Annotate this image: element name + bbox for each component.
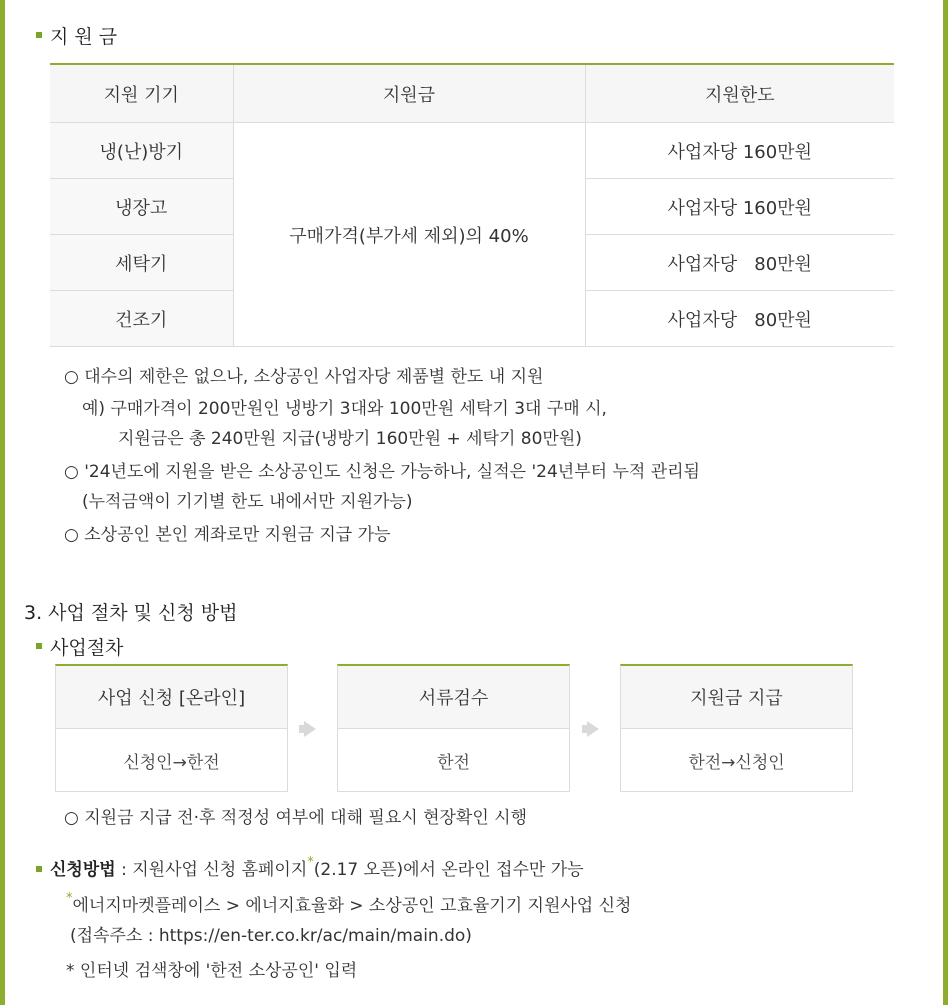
note-example-line2: 지원금은 총 240만원 지급(냉방기 160만원 + 세탁기 80만원) — [118, 429, 582, 449]
arrow-right-icon — [587, 721, 599, 737]
table-row — [50, 123, 894, 179]
process-step-apply — [55, 664, 288, 792]
process-step-payment — [620, 664, 853, 792]
process-step-actor: 한전→신청인 — [688, 753, 785, 773]
table-cell-limit: 사업자당 160만원 — [585, 123, 894, 179]
table-cell-subsidy: 구매가격(부가세 제외)의 40% — [233, 123, 585, 347]
support-table — [50, 63, 894, 347]
table-cell-limit: 사업자당 80만원 — [585, 291, 894, 347]
apply-path-text: 에너지마켓플레이스 > 에너지효율화 > 소상공인 고효율기기 지원사업 신청 — [72, 896, 632, 916]
apply-method-text-a: : 지원사업 신청 홈페이지 — [115, 860, 308, 880]
bullet-marker — [36, 643, 42, 649]
table-cell-device: 냉장고 — [50, 179, 233, 235]
procedure-title: 사업절차 — [50, 637, 124, 659]
note-quantity-limit: ○ 대수의 제한은 없으나, 소상공인 사업자당 제품별 한도 내 지원 — [64, 367, 544, 387]
bullet-marker — [36, 32, 42, 38]
table-cell-device: 냉(난)방기 — [50, 123, 233, 179]
apply-method-line — [50, 855, 584, 880]
note-site-inspection: ○ 지원금 지급 전·후 적정성 여부에 대해 필요시 현장확인 시행 — [64, 808, 527, 828]
process-step-actor: 한전 — [437, 753, 470, 773]
apply-method-label: 신청방법 — [50, 860, 116, 880]
bullet-marker — [36, 866, 42, 872]
table-header-limit: 지원한도 — [585, 64, 894, 123]
note-example-line1: 예) 구매가격이 200만원인 냉방기 3대와 100만원 세탁기 3대 구매 시, — [82, 399, 607, 419]
apply-path-line — [66, 891, 631, 916]
note-account-only: ○ 소상공인 본인 계좌로만 지원금 지급 가능 — [64, 525, 391, 545]
section-support-title: 지 원 금 — [50, 26, 118, 48]
table-cell-limit: 사업자당 160만원 — [585, 179, 894, 235]
asterisk-mark: * — [66, 891, 73, 906]
table-cell-device: 세탁기 — [50, 235, 233, 291]
process-step-actor: 신청인→한전 — [123, 753, 220, 773]
table-header-device: 지원 기기 — [50, 64, 233, 123]
table-header-subsidy: 지원금 — [233, 64, 585, 123]
table-header-row — [50, 64, 894, 123]
note-prior-year: ○ '24년도에 지원을 받은 소상공인도 신청은 가능하나, 실적은 '24년부터 누적 관리됨 — [64, 462, 700, 482]
search-tip: * 인터넷 검색창에 '한전 소상공인' 입력 — [66, 961, 358, 981]
process-step-title: 서류검수 — [338, 666, 569, 729]
arrow-right-icon — [304, 721, 316, 737]
asterisk-mark: * — [307, 855, 314, 870]
process-step-title: 사업 신청 [온라인] — [56, 666, 287, 729]
process-step-review — [337, 664, 570, 792]
apply-url-line: (접속주소 : https://en-ter.co.kr/ac/main/main.do) — [70, 926, 472, 946]
note-prior-year-sub: (누적금액이 기기별 한도 내에서만 지원가능) — [82, 492, 413, 512]
section3-title: 3. 사업 절차 및 신청 방법 — [24, 602, 238, 624]
table-cell-limit: 사업자당 80만원 — [585, 235, 894, 291]
table-cell-device: 건조기 — [50, 291, 233, 347]
process-step-title: 지원금 지급 — [621, 666, 852, 729]
apply-method-text-b: (2.17 오픈)에서 온라인 접수만 가능 — [313, 860, 584, 880]
